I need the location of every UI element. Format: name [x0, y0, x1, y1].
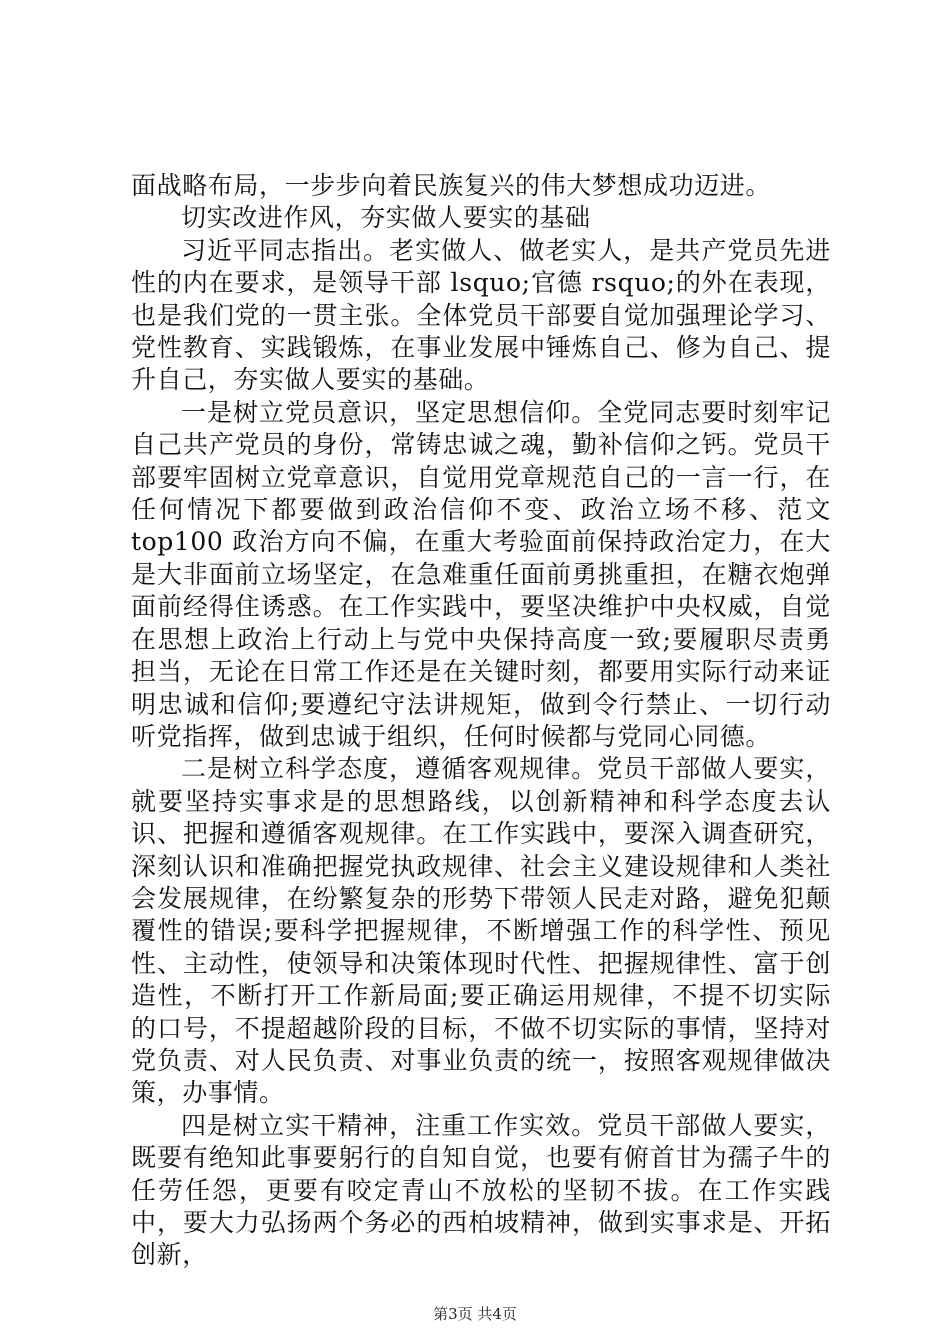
paragraph-point-four: 四是树立实干精神，注重工作实效。党员干部做人要实，既要有绝知此事要躬行的自知自觉，也要有俯首甘为孺子牛的任劳任怨，更要有咬定青山不放松的坚韧不拔。在工作实践中，要大力弘扬两个务必的西柏坡精神，做到实事求是、开拓创新，	[131, 1110, 831, 1270]
page-number-footer: 第3页 共4页	[433, 1305, 517, 1323]
paragraph-point-one: 一是树立党员意识，坚定思想信仰。全党同志要时刻牢记自己共产党员的身份，常铸忠诚之魂，勤补信仰之钙。党员干部要牢固树立党章意识，自觉用党章规范自己的一言一行，在任何情况下都要做到政治信仰不变、政治立场不移、范文top100 政治方向不偏，在重大考验面前保持政治定力，在大是大非面前立场坚定，在急难重任面前勇挑重担，在糖衣炮弹面前经得住诱惑。在工作实践中，要坚决维护中央权威，自觉在思想上政治上行动上与党中央保持高度一致;要履职尽责勇担当，无论在日常工作还是在关键时刻，都要用实际行动来证明忠诚和信仰;要遵纪守法讲规矩，做到令行禁止、一切行动听党指挥，做到忠诚于组织，任何时候都与党同心同德。	[131, 397, 831, 751]
paragraph-intro: 习近平同志指出。老实做人、做老实人，是共产党员先进性的内在要求，是领导干部 lsquo;官德 rsquo;的外在表现，也是我们党的一贯主张。全体党员干部要自觉加强理论学习、党性教育、实践锻炼，在事业发展中锤炼自己、修为自己、提升自己，夯实做人要实的基础。	[131, 235, 831, 395]
document-body	[131, 170, 831, 1272]
paragraph-continuation: 面战略布局，一步步向着民族复兴的伟大梦想成功迈进。	[131, 171, 772, 200]
section-heading: 切实改进作风，夯实做人要实的基础	[181, 203, 591, 233]
paragraph-point-two: 二是树立科学态度，遵循客观规律。党员干部做人要实，就要坚持实事求是的思想路线，以创新精神和科学态度去认识、把握和遵循客观规律。在工作实践中，要深入调查研究，深刻认识和准确把握党执政规律、社会主义建设规律和人类社会发展规律，在纷繁复杂的形势下带领人民走对路，避免犯颠覆性的错误;要科学把握规律，不断增强工作的科学性、预见性、主动性，使领导和决策体现时代性、把握规律性、富于创造性，不断打开工作新局面;要正确运用规律，不提不切实际的口号，不提超越阶段的目标，不做不切实际的事情，坚持对党负责、对人民负责、对事业负责的统一，按照客观规律做决策，办事情。	[131, 754, 831, 1108]
